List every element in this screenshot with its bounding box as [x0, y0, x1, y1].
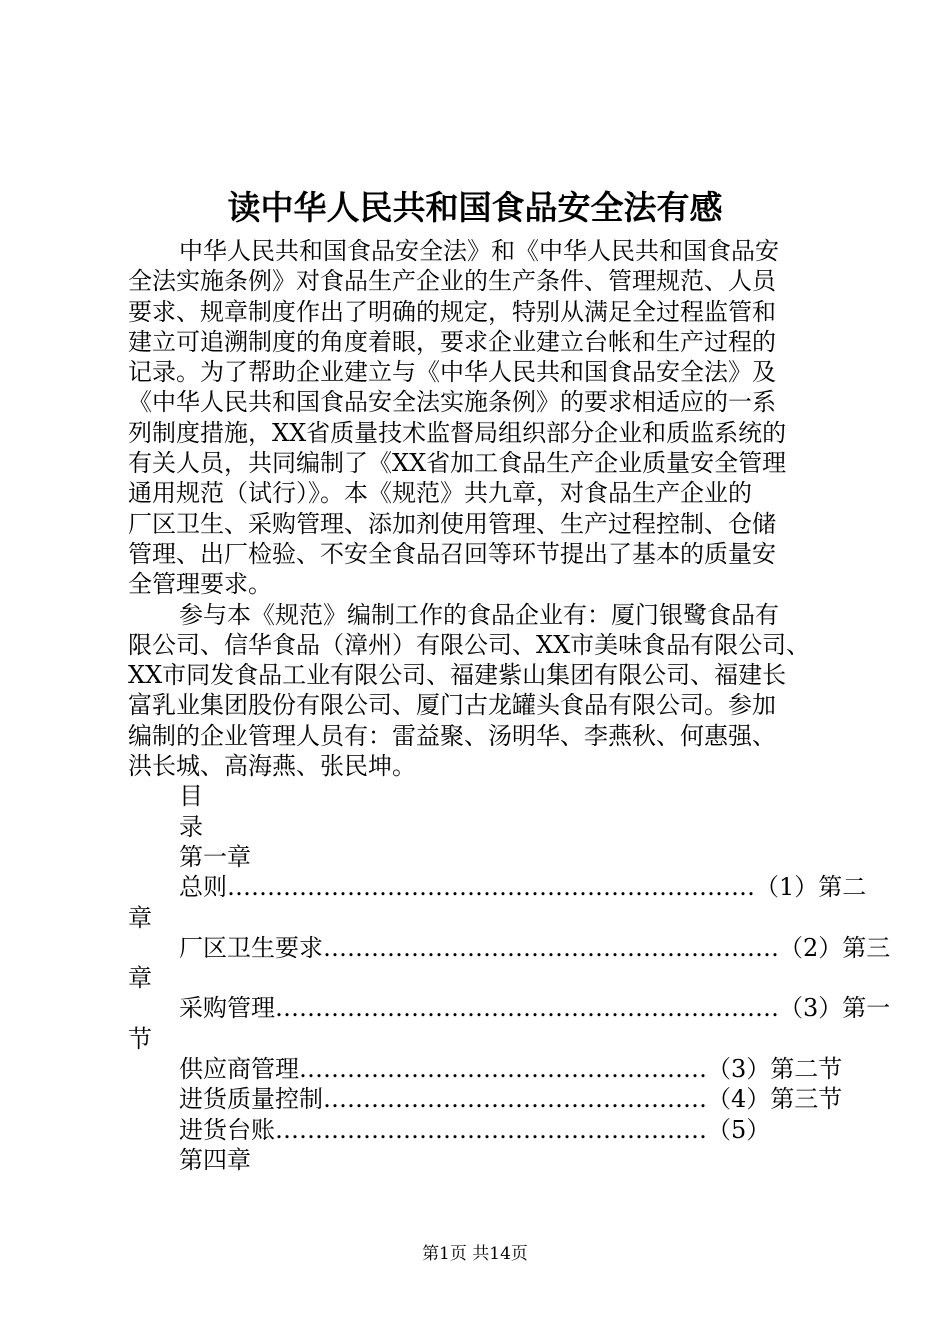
toc-line: 供应商管理……………………………………………（3）第二节	[179, 1055, 843, 1084]
toc-line: 采购管理………………………………………………………（3）第一	[179, 994, 891, 1023]
toc-line: 第一章	[179, 842, 251, 871]
toc-line: 目	[179, 782, 203, 811]
table-of-contents	[128, 781, 891, 1175]
text-line: 通用规范（试行）》。本《规范》共九章，对食品生产企业的	[128, 479, 752, 508]
text-line: 限公司、信华食品（漳州）有限公司、XX市美味食品有限公司、	[128, 630, 811, 659]
toc-line: 进货质量控制…………………………………………（4）第三节	[179, 1085, 843, 1114]
document-body	[128, 236, 891, 1175]
paragraph-2	[128, 600, 840, 782]
toc-line: 章	[128, 964, 152, 993]
toc-line: 章	[128, 903, 152, 932]
text-line: 管理、出厂检验、不安全食品召回等环节提出了基本的质量安	[128, 539, 776, 568]
text-line: 《中华人民共和国食品安全法实施条例》的要求相适应的一系	[128, 388, 776, 417]
document-title: 读中华人民共和国食品安全法有感	[227, 188, 723, 227]
text-line: 列制度措施，XX省质量技术监督局组织部分企业和质监系统的	[128, 418, 787, 447]
text-line: 富乳业集团股份有限公司、厦门古龙罐头食品有限公司。参加	[128, 691, 776, 720]
toc-line: 录	[179, 812, 203, 841]
text-line: 中华人民共和国食品安全法》和《中华人民共和国食品安	[179, 237, 779, 265]
text-line: 参与本《规范》编制工作的食品企业有：厦门银鹭食品有	[179, 600, 779, 629]
toc-line: 厂区卫生要求…………………………………………………（2）第三	[179, 933, 891, 962]
toc-line: 第四章	[179, 1145, 251, 1174]
text-line: 记录。为了帮助企业建立与《中华人民共和国食品安全法》及	[128, 358, 776, 387]
toc-line: 进货台账………………………………………………（5）	[179, 1115, 771, 1144]
text-line: 要求、规章制度作出了明确的规定，特别从满足全过程监管和	[128, 297, 776, 326]
text-line: 洪长城、高海燕、张民坤。	[128, 752, 416, 781]
toc-line: 节	[128, 1024, 152, 1053]
text-line: 建立可追溯制度的角度着眼，要求企业建立台帐和生产过程的	[128, 327, 776, 356]
paragraph-1	[128, 236, 840, 600]
text-line: 全管理要求。	[128, 570, 272, 599]
text-line: 有关人员，共同编制了《XX省加工食品生产企业质量安全管理	[128, 449, 787, 478]
page-footer: 第1页 共14页	[422, 1244, 528, 1264]
toc-line: 总则…………………………………………………………（1）第二	[179, 873, 867, 902]
text-line: 编制的企业管理人员有：雷益聚、汤明华、李燕秋、何惠强、	[128, 721, 776, 750]
text-line: 全法实施条例》对食品生产企业的生产条件、管理规范、人员	[128, 267, 776, 296]
text-line: XX市同发食品工业有限公司、福建紫山集团有限公司、福建长	[128, 661, 787, 690]
text-line: 厂区卫生、采购管理、添加剂使用管理、生产过程控制、仓储	[128, 509, 776, 538]
